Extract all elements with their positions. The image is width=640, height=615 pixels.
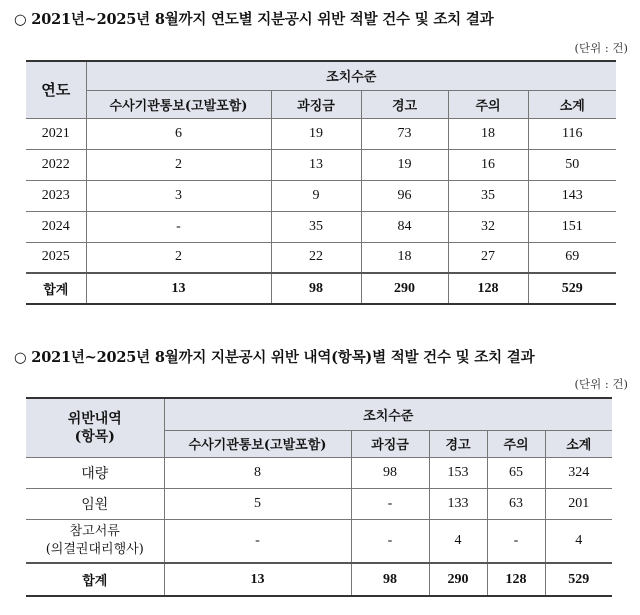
- table-cell: 116: [528, 118, 616, 149]
- table-cell: 143: [528, 180, 616, 211]
- total-row: [26, 273, 616, 304]
- action-level-header: 조치수준: [164, 398, 612, 430]
- column-header: 수사기관통보(고발포함): [164, 430, 351, 457]
- table-cell: 324: [545, 457, 612, 488]
- table-cell: 69: [528, 242, 616, 273]
- column-header: 주의: [487, 430, 545, 457]
- table-cell: -: [487, 519, 545, 563]
- table-row: [26, 242, 616, 273]
- column-header: 수사기관통보(고발포함): [86, 90, 271, 118]
- table-cell: 98: [351, 457, 429, 488]
- row-label: 대량: [26, 457, 164, 488]
- row-label: 참고서류 (의결권대리행사): [26, 519, 164, 563]
- total-cell: 290: [429, 563, 487, 596]
- table-cell: 63: [487, 488, 545, 519]
- violation-item-header: 위반내역 (항목): [26, 398, 164, 457]
- table-cell: 18: [361, 242, 448, 273]
- violations-by-item-table: [26, 397, 612, 597]
- table-cell: 4: [545, 519, 612, 563]
- table-row: [26, 118, 616, 149]
- table-cell: 151: [528, 211, 616, 242]
- action-level-header: 조치수준: [86, 61, 616, 90]
- total-cell: 128: [487, 563, 545, 596]
- table-row: [26, 211, 616, 242]
- table-cell: 65: [487, 457, 545, 488]
- column-header: 소계: [528, 90, 616, 118]
- table-row: [26, 519, 612, 563]
- total-cell: 98: [351, 563, 429, 596]
- table-cell: -: [86, 211, 271, 242]
- table-cell: 13: [271, 149, 361, 180]
- table-cell: 18: [448, 118, 528, 149]
- total-cell: 98: [271, 273, 361, 304]
- table-cell: 5: [164, 488, 351, 519]
- total-label: 합계: [26, 273, 86, 304]
- table-cell: 2: [86, 149, 271, 180]
- column-header: 경고: [361, 90, 448, 118]
- section2-title: ○ 2021년~2025년 8월까지 지분공시 위반 내역(항목)별 적발 건수 및 조치 결과: [14, 349, 535, 366]
- table-cell: 2: [86, 242, 271, 273]
- table-cell: -: [351, 519, 429, 563]
- table-row: [26, 457, 612, 488]
- column-header: 경고: [429, 430, 487, 457]
- column-header: 과징금: [271, 90, 361, 118]
- table-cell: 133: [429, 488, 487, 519]
- row-label: 임원: [26, 488, 164, 519]
- table-cell: 19: [361, 149, 448, 180]
- table-cell: 35: [271, 211, 361, 242]
- violations-by-year-table: [26, 60, 616, 305]
- column-header: 주의: [448, 90, 528, 118]
- table-cell: 27: [448, 242, 528, 273]
- table-cell: 96: [361, 180, 448, 211]
- row-label: 2021: [26, 118, 86, 149]
- table-cell: 153: [429, 457, 487, 488]
- table-row: [26, 149, 616, 180]
- section1-unit: (단위 : 건): [574, 41, 628, 55]
- table-cell: 16: [448, 149, 528, 180]
- section1-title: ○ 2021년~2025년 8월까지 연도별 지분공시 위반 적발 건수 및 조치 결과: [14, 11, 494, 28]
- table-cell: -: [164, 519, 351, 563]
- table-cell: 84: [361, 211, 448, 242]
- total-cell: 529: [545, 563, 612, 596]
- total-cell: 290: [361, 273, 448, 304]
- table-cell: 8: [164, 457, 351, 488]
- table-cell: 73: [361, 118, 448, 149]
- total-cell: 128: [448, 273, 528, 304]
- total-cell: 13: [86, 273, 271, 304]
- table-row: [26, 180, 616, 211]
- total-cell: 13: [164, 563, 351, 596]
- table-cell: 50: [528, 149, 616, 180]
- table-cell: 22: [271, 242, 361, 273]
- table-row: [26, 488, 612, 519]
- row-label: 2025: [26, 242, 86, 273]
- table-cell: 6: [86, 118, 271, 149]
- column-header: 과징금: [351, 430, 429, 457]
- table-cell: 35: [448, 180, 528, 211]
- row-label: 2024: [26, 211, 86, 242]
- section2-unit: (단위 : 건): [574, 377, 628, 391]
- row-label: 2022: [26, 149, 86, 180]
- total-label: 합계: [26, 563, 164, 596]
- table-cell: 32: [448, 211, 528, 242]
- table-cell: 9: [271, 180, 361, 211]
- table-cell: -: [351, 488, 429, 519]
- total-row: [26, 563, 612, 596]
- year-header: 연도: [26, 61, 86, 118]
- table-cell: 201: [545, 488, 612, 519]
- table-cell: 3: [86, 180, 271, 211]
- table-cell: 19: [271, 118, 361, 149]
- table-cell: 4: [429, 519, 487, 563]
- row-label: 2023: [26, 180, 86, 211]
- column-header: 소계: [545, 430, 612, 457]
- total-cell: 529: [528, 273, 616, 304]
